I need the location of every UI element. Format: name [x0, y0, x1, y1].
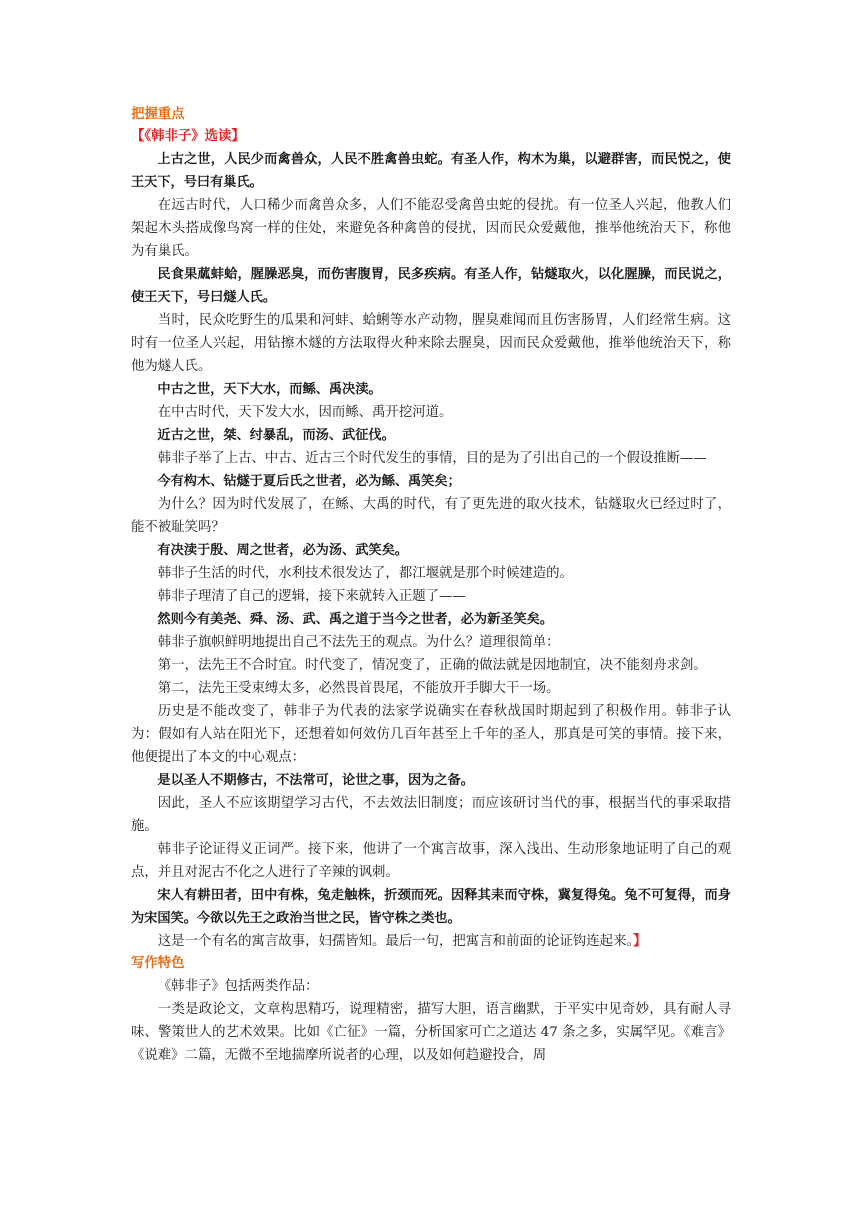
commentary-paragraph: 在远古时代，人口稀少而禽兽众多，人们不能忍受禽兽虫蛇的侵扰。有一位圣人兴起，他教人们架起木头搭成像鸟窝一样的住处，来避免各种禽兽的侵扰，因而民众爱戴他，推举他统治天下，称他为有巢氏。	[131, 198, 731, 259]
commentary-paragraph: 韩非子举了上古、中古、近古三个时代发生的事情，目的是为了引出自己的一个假设推断——	[157, 451, 707, 466]
section-heading-focus: 把握重点	[131, 107, 185, 122]
commentary-paragraph: 韩非子旗帜鲜明地提出自己不法先王的观点。为什么？道理很简单：	[157, 635, 560, 650]
section-focus-paragraphs	[131, 148, 731, 930]
quoted-original-text: 有决渎于殷、周之世者，必为汤、武笑矣。	[157, 543, 408, 558]
commentary-paragraph: 在中古时代，天下发大水，因而鲧、禹开挖河道。	[157, 405, 453, 420]
quoted-original-text: 中古之世，天下大水，而鲧、禹决渎。	[157, 382, 382, 397]
quoted-original-text: 今有构木、钻燧于夏后氏之世者，必为鲧、禹笑矣；	[157, 474, 461, 489]
commentary-paragraph: 韩非子理清了自己的逻辑，接下来就转入正题了——	[157, 589, 466, 604]
commentary-paragraph: 《韩非子》包括两类作品：	[157, 979, 319, 994]
commentary-paragraph: 第一，法先王不合时宜。时代变了，情况变了，正确的做法就是因地制宜，决不能刻舟求剑。	[157, 658, 707, 673]
section-subheading-hanfeizi: 【《韩非子》选读】	[131, 129, 245, 144]
commentary-paragraph: 一类是政论文，文章构思精巧，说理精密，描写大胆，语言幽默，于平实中见奇妙，具有耐人寻味、警策世人的艺术效果。比如《亡征》一篇，分析国家可亡之道达 47 条之多，实属罕见。《难言》《说难》二篇，无微不至地揣摩所说者的心理，以及如何趋避投合，周	[131, 1002, 731, 1063]
quoted-original-text: 然则今有美尧、舜、汤、武、禹之道于当今之世者，必为新圣笑矣。	[157, 612, 554, 627]
commentary-paragraph: 第二，法先王受束缚太多，必然畏首畏尾，不能放开手脚大干一场。	[157, 681, 560, 696]
section-heading-writing: 写作特色	[131, 956, 185, 971]
quoted-original-text: 近古之世，桀、纣暴乱，而汤、武征伐。	[157, 428, 395, 443]
commentary-paragraph: 当时，民众吃野生的瓜果和河蚌、蛤蜊等水产动物，腥臭难闻而且伤害肠胃，人们经常生病。这时有一位圣人兴起，用钻擦木燧的方法取得火种来除去腥臭，因而民众爱戴他，推举他统治天下，称他为燧人氏。	[131, 313, 731, 374]
quoted-original-text: 民食果蓏蚌蛤，腥臊恶臭，而伤害腹胃，民多疾病。有圣人作，钻燧取火，以化腥臊，而民说之，使王天下，号曰燧人氏。	[131, 267, 731, 305]
commentary-paragraph: 韩非子论证得义正词严。接下来，他讲了一个寓言故事，深入浅出、生动形象地证明了自己的观点，并且对泥古不化之人进行了辛辣的讽刺。	[131, 842, 731, 880]
commentary-paragraph: 为什么？因为时代发展了，在鲧、大禹的时代，有了更先进的取火技术，钻燧取火已经过时了，能不被耻笑吗？	[131, 497, 731, 535]
commentary-paragraph: 历史是不能改变了，韩非子为代表的法家学说确实在春秋战国时期起到了积极作用。韩非子认为：假如有人站在阳光下，还想着如何效仿几百年甚至上千年的圣人，那真是可笑的事情。接下来，他便提出了本文的中心观点：	[131, 704, 731, 765]
commentary-paragraph: 韩非子生活的时代，水利技术很发达了，都江堰就是那个时候建造的。	[157, 566, 573, 581]
quoted-original-text: 宋人有耕田者，田中有株，兔走触株，折颈而死。因释其耒而守株，冀复得兔。兔不可复得，而身为宋国笑。今欲以先王之政治当世之民，皆守株之类也。	[131, 888, 731, 926]
quoted-original-text: 是以圣人不期修古，不法常可，论世之事，因为之备。	[157, 773, 474, 788]
closing-bracket: 】	[633, 933, 647, 949]
section-writing-paragraphs	[131, 975, 731, 1067]
document-body	[131, 104, 731, 1067]
commentary-paragraph: 因此，圣人不应该期望学习古代，不去效法旧制度；而应该研讨当代的事，根据当代的事采取措施。	[131, 796, 731, 834]
quoted-original-text: 上古之世，人民少而禽兽众，人民不胜禽兽虫蛇。有圣人作，构木为巢，以避群害，而民悦之，使王天下，号曰有巢氏。	[131, 152, 731, 190]
closing-text: 这是一个有名的寓言故事，妇孺皆知。最后一句，把寓言和前面的论证钩连起来。	[157, 934, 634, 949]
closing-paragraph	[131, 930, 731, 953]
